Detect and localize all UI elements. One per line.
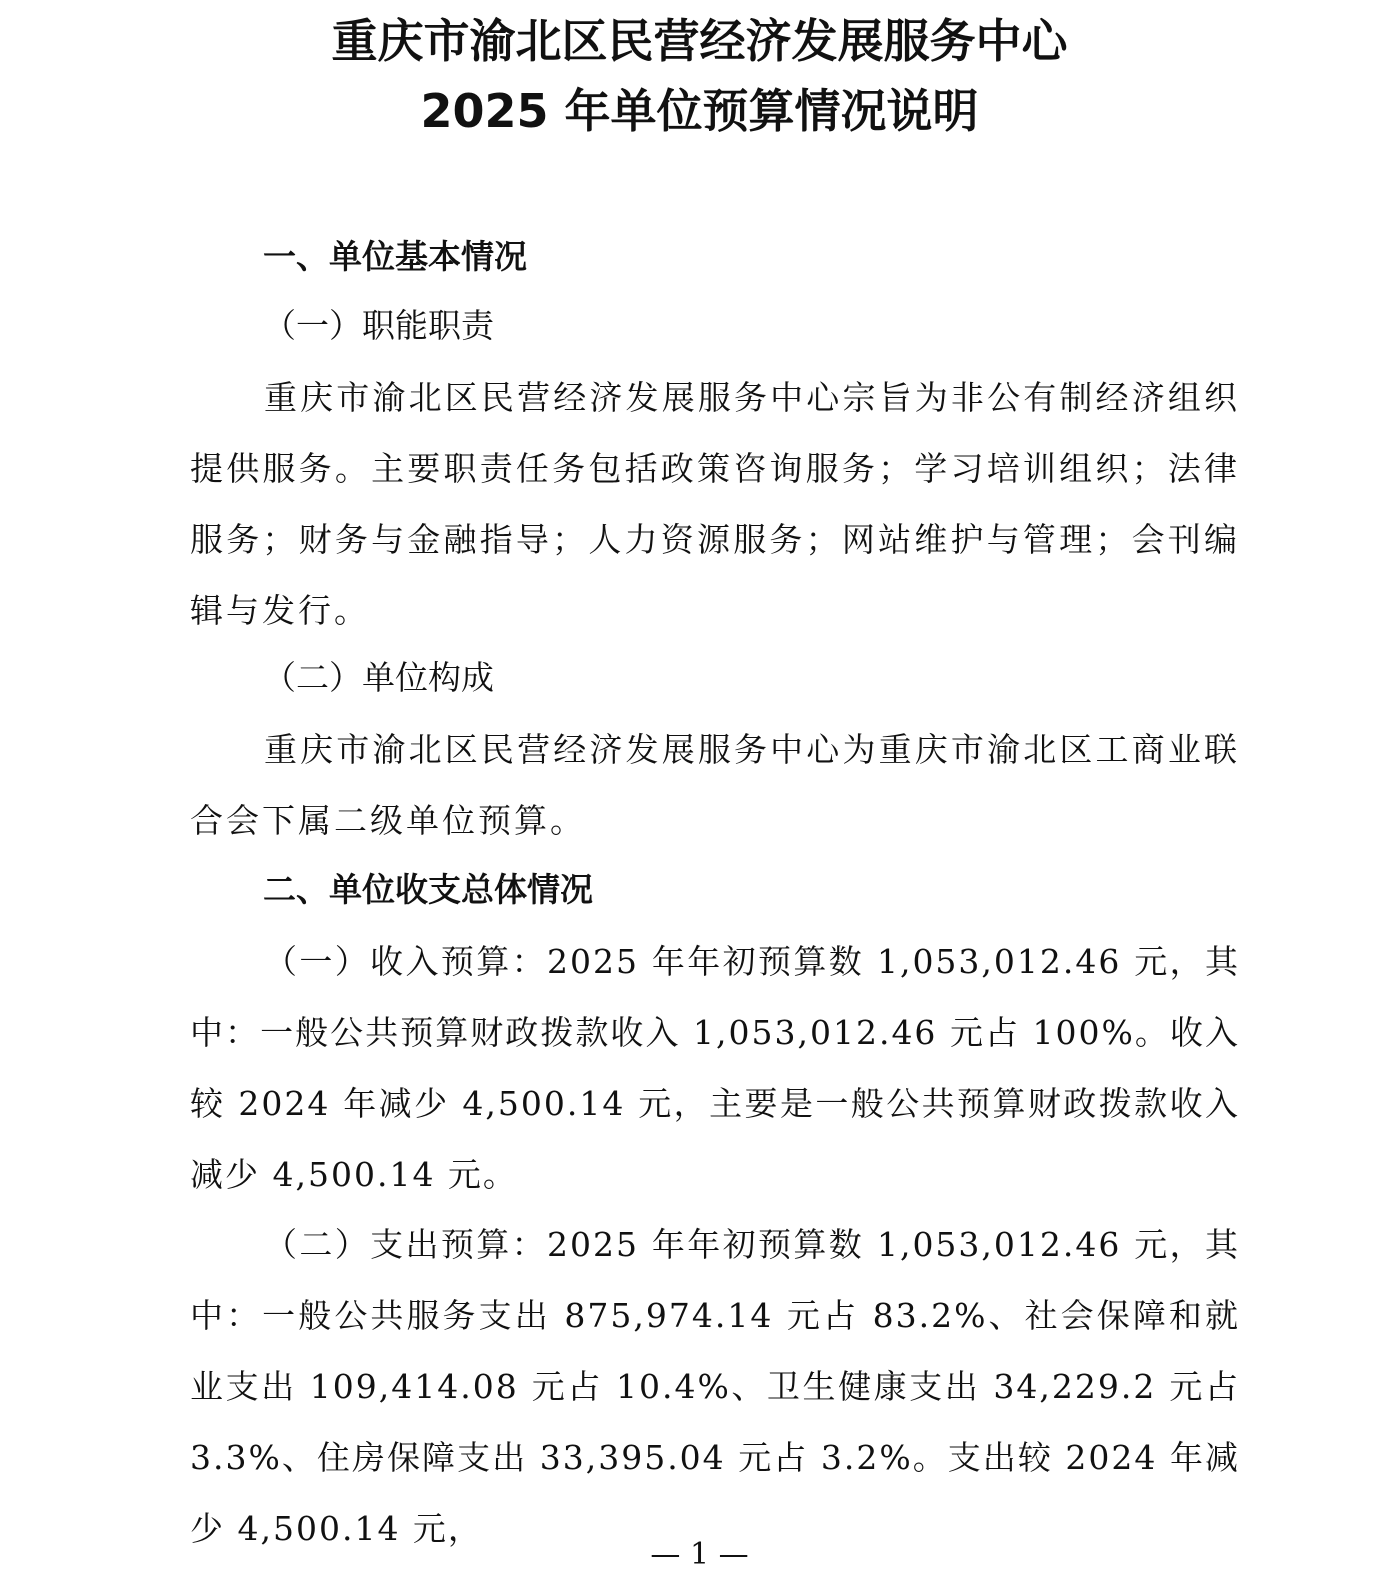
document-title-line-2: 2025 年单位预算情况说明 bbox=[420, 84, 979, 138]
paragraph-expense-budget bbox=[190, 1209, 1240, 1564]
paragraph-functions: 重庆市渝北区民营经济发展服务中心宗旨为非公有制经济组织提供服务。主要职责任务包括政策咨询服务；学习培训组织；法律服务；财务与金融指导；人力资源服务；网站维护与管理；会刊编辑与发行。 bbox=[190, 378, 1240, 630]
page-number: — 1 — bbox=[650, 1537, 749, 1572]
paragraph-composition: 重庆市渝北区民营经济发展服务中心为重庆市渝北区工商业联合会下属二级单位预算。 bbox=[190, 730, 1240, 840]
subsection-heading-composition: （二）单位构成 bbox=[263, 658, 494, 697]
section-heading-budget-overview: 二、单位收支总体情况 bbox=[263, 870, 593, 909]
expense-budget-text: 2025 年年初预算数 1,053,012.46 元，其中：一般公共服务支出 875,974.14 元占 83.2%、社会保障和就业支出 109,414.08 元占 10.4%、卫生健康支出 34,229.2 元占 3.3%、住房保障支出 33,395.04 元占 3.2%。支出较 2024 年减少 4,500.14 元， bbox=[190, 1225, 1240, 1548]
subsection-heading-functions: （一）职能职责 bbox=[263, 306, 494, 345]
expense-budget-label: （二）支出预算： bbox=[264, 1225, 547, 1264]
section-heading-basic-info: 一、单位基本情况 bbox=[263, 237, 527, 276]
document-title-line-1: 重庆市渝北区民营经济发展服务中心 bbox=[331, 14, 1068, 68]
income-budget-label: （一）收入预算： bbox=[264, 942, 547, 981]
paragraph-income-budget bbox=[190, 926, 1240, 1210]
income-budget-text: 2025 年年初预算数 1,053,012.46 元，其中：一般公共预算财政拨款收入 1,053,012.46 元占 100%。收入较 2024 年减少 4,500.14 元，主要是一般公共预算财政拨款收入减少 4,500.14 元。 bbox=[190, 942, 1240, 1194]
